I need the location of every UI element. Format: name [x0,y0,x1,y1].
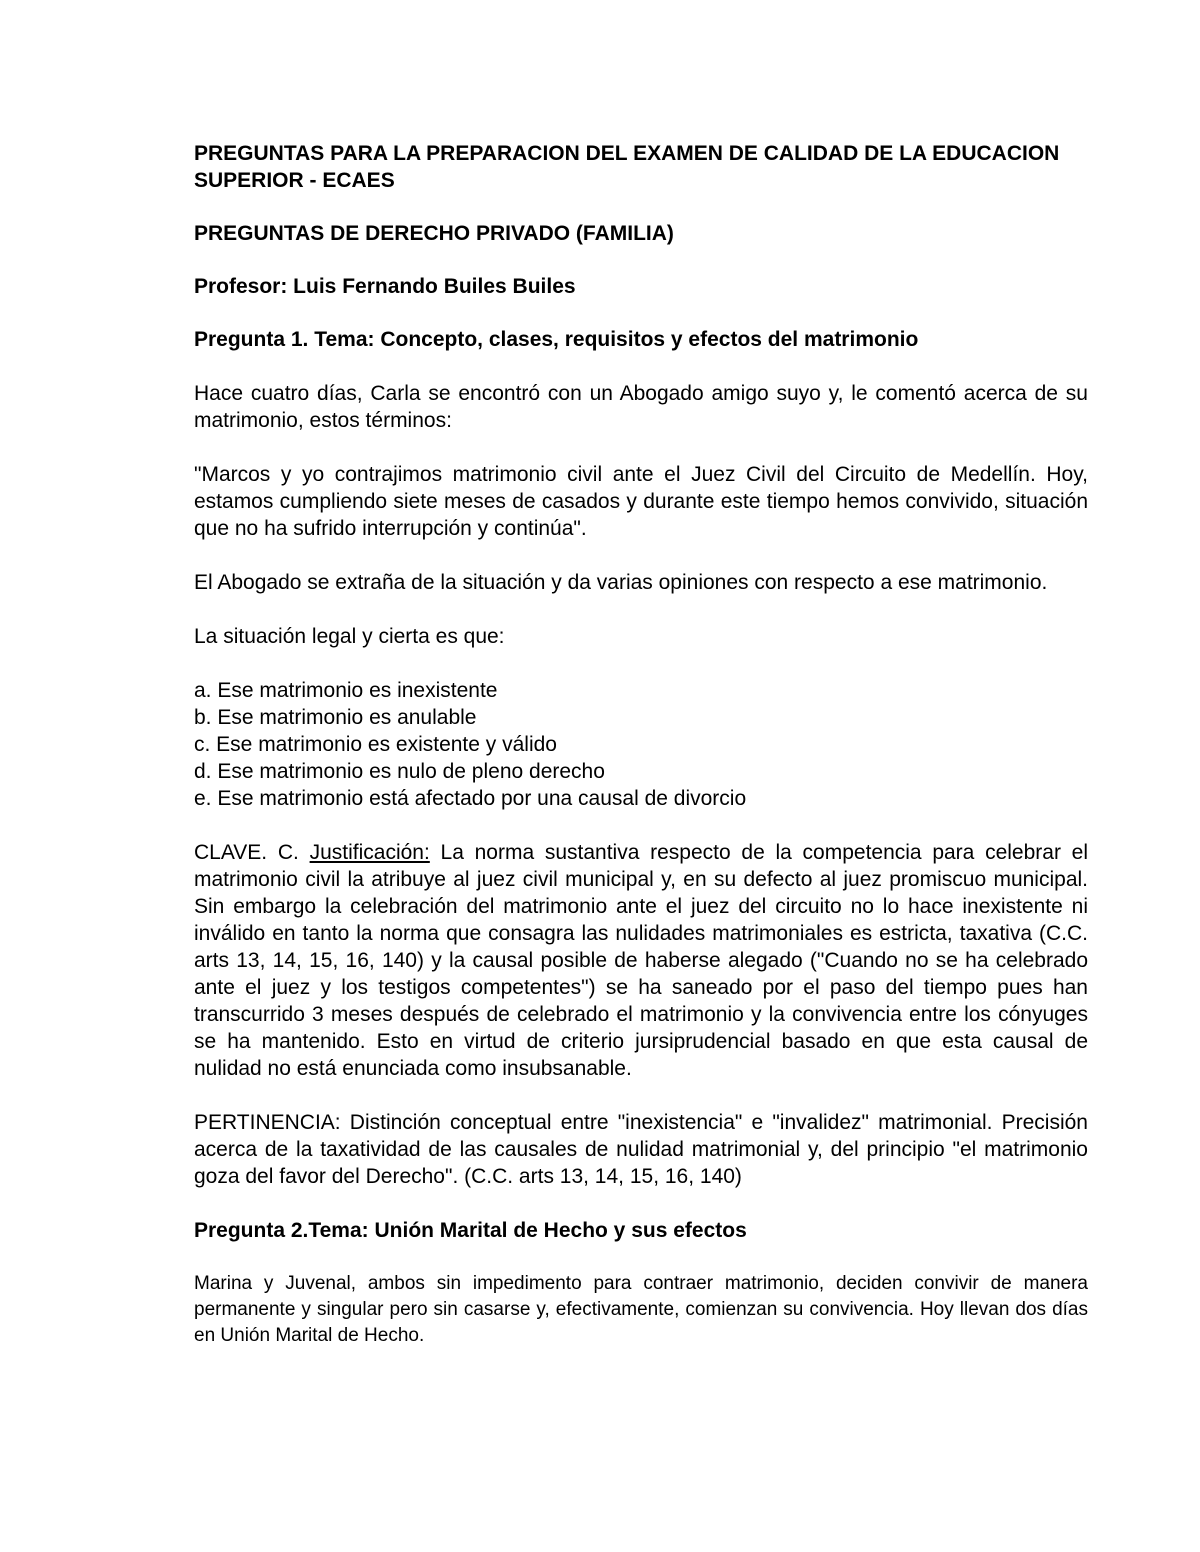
answer-option-d: d. Ese matrimonio es nulo de pleno derecho [194,760,605,783]
justification-label: Justificación: [309,841,430,864]
question-1-paragraph-1: Hace cuatro días, Carla se encontró con un Abogado amigo suyo y, le comentó acerca de su matrimonio, estos términos: [194,382,1088,432]
answer-options-list [194,677,1088,812]
question-2-paragraph-1: Marina y Juvenal, ambos sin impedimento para contraer matrimonio, deciden convivir de manera permanente y singular pero sin casarse y, efectivamente, comienzan su convivencia. Hoy llevan dos días en Unión Marital de Hecho. [194,1273,1088,1346]
document-subtitle: PREGUNTAS DE DERECHO PRIVADO (FAMILIA) [194,222,674,245]
question-1-paragraph-3: El Abogado se extraña de la situación y da varias opiniones con respecto a ese matrimonio. [194,571,1048,594]
document-title: PREGUNTAS PARA LA PREPARACION DEL EXAMEN DE CALIDAD DE LA EDUCACION SUPERIOR - ECAES [194,142,1060,192]
answer-option-e: e. Ese matrimonio está afectado por una causal de divorcio [194,787,747,810]
answer-option-b: b. Ese matrimonio es anulable [194,706,477,729]
question-1-quote: "Marcos y yo contrajimos matrimonio civil ante el Juez Civil del Circuito de Medellín. Hoy, estamos cumpliendo siete meses de casados y durante este tiempo hemos convivido, situación que no ha sufrido interrupción y continúa". [194,463,1088,540]
answer-option-c: c. Ese matrimonio es existente y válido [194,733,557,756]
question-2-heading: Pregunta 2.Tema: Unión Marital de Hecho y sus efectos [194,1219,747,1242]
document-page [194,140,1088,1349]
justification-text: La norma sustantiva respecto de la competencia para celebrar el matrimonio civil la atribuye al juez civil municipal y, en su defecto al juez promiscuo municipal. Sin embargo la celebración del matrimonio ante el juez del circuito no lo hace inexistente ni inválido en tanto la norma que consagra las nulidades matrimoniales es estricta, taxativa (C.C. arts 13, 14, 15, 16, 140) y la causal posible de haberse alegado ("Cuando no se ha celebrado ante el juez y los testigos competentes") se ha saneado por el paso del tiempo pues han transcurrido 3 meses después de celebrado el matrimonio y la convivencia entre los cónyuges se ha mantenido. Esto en virtud de criterio jursiprudencial basado en que esta causal de nulidad no está enunciada como insubsanable. [194,841,1089,1080]
question-1-heading: Pregunta 1. Tema: Concepto, clases, requisitos y efectos del matrimonio [194,328,919,351]
question-1-prompt: La situación legal y cierta es que: [194,625,505,648]
answer-key-paragraph [194,839,1088,1082]
relevance-paragraph: PERTINENCIA: Distinción conceptual entre "inexistencia" e "invalidez" matrimonial. Precisión acerca de la taxatividad de las causales de nulidad matrimonial y, del principio "el matrimonio goza del favor del Derecho". (C.C. arts 13, 14, 15, 16, 140) [194,1111,1088,1188]
answer-key-prefix: CLAVE. C. [194,841,310,864]
answer-option-a: a. Ese matrimonio es inexistente [194,679,498,702]
professor-line: Profesor: Luis Fernando Builes Builes [194,275,576,298]
